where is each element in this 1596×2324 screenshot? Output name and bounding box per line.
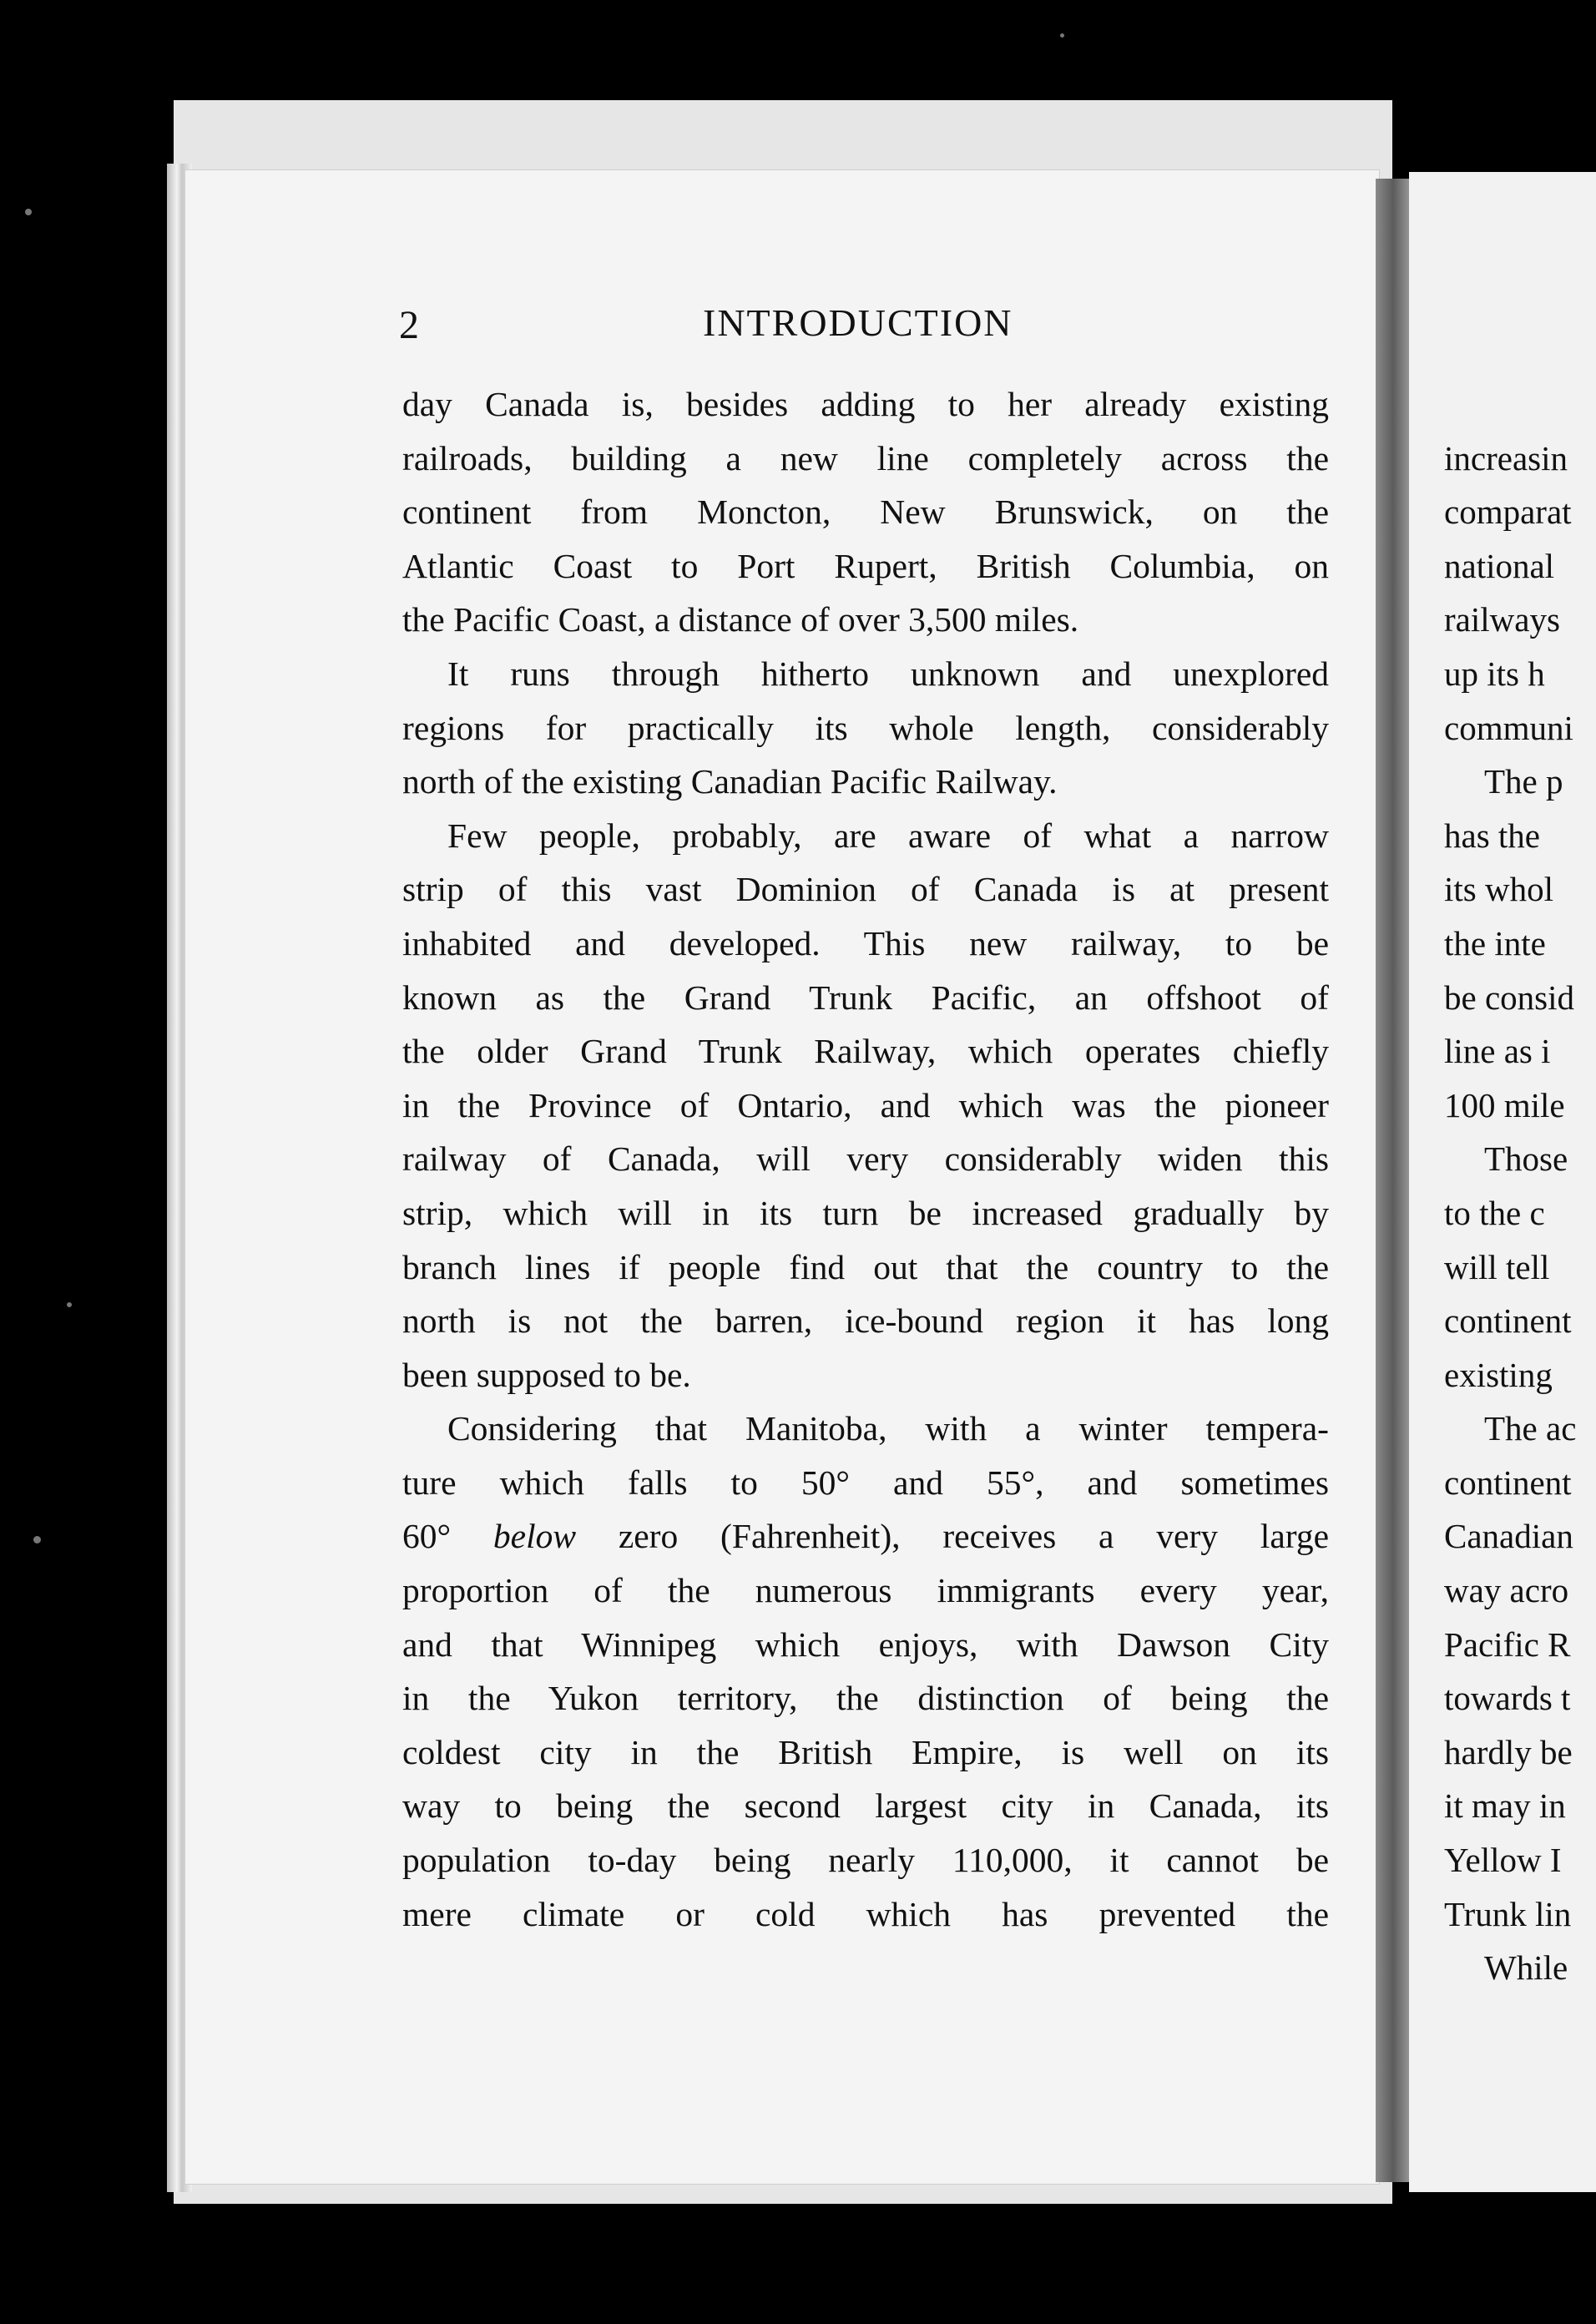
film-speck xyxy=(25,209,32,215)
text-line: railway of Canada, will very considerably widen this xyxy=(402,1139,1329,1179)
right-text-line: The p xyxy=(1484,762,1563,801)
text-line: in the Yukon territory, the distinction of being the xyxy=(402,1679,1329,1718)
text-line: Considering that Manitoba, with a winter tempera- xyxy=(447,1409,1329,1448)
right-text-line: up its h xyxy=(1444,654,1545,693)
text-line: the older Grand Trunk Railway, which operates chiefly xyxy=(402,1032,1329,1071)
text-line: branch lines if people find out that the country to the xyxy=(402,1247,1329,1286)
text-line: way to being the second largest city in Canada, its xyxy=(402,1786,1329,1826)
right-text-line: communi xyxy=(1444,708,1573,747)
right-text-line: railways xyxy=(1444,600,1560,639)
right-text-line: Trunk lin xyxy=(1444,1894,1572,1933)
right-page-body-text xyxy=(1444,377,1596,1995)
right-text-line: continent xyxy=(1444,1301,1572,1341)
right-text-line: has the xyxy=(1444,816,1540,855)
text-line: strip, which will in its turn be increased gradually by xyxy=(402,1193,1329,1232)
right-text-line: it may in xyxy=(1444,1786,1566,1826)
text-line: strip of this vast Dominion of Canada is at present xyxy=(402,870,1329,909)
text-line: proportion of the numerous immigrants every year, xyxy=(402,1571,1329,1610)
right-text-line: way acro xyxy=(1444,1571,1569,1610)
right-text-line: towards t xyxy=(1444,1679,1571,1718)
text-line: mere climate or cold which has prevented the xyxy=(402,1894,1329,1933)
film-speck xyxy=(33,1536,41,1543)
text-line: the Pacific Coast, a distance of over 3,500 miles. xyxy=(402,600,1079,639)
film-speck xyxy=(1060,33,1064,38)
text-line: It runs through hitherto unknown and unexplored xyxy=(447,654,1329,693)
text-line: been supposed to be. xyxy=(402,1355,691,1394)
text-line: inhabited and developed. This new railway, to be xyxy=(402,923,1329,962)
right-text-line: Canadian xyxy=(1444,1517,1573,1556)
right-text-line: the inte xyxy=(1444,923,1546,962)
text-line: known as the Grand Trunk Pacific, an offshoot of xyxy=(402,978,1329,1017)
italic-word: below xyxy=(492,1517,577,1556)
right-text-line: increasin xyxy=(1444,438,1568,477)
right-text-line: its whol xyxy=(1444,870,1553,909)
text-line: ture which falls to 50° and 55°, and sometimes xyxy=(402,1463,1329,1502)
page-number: 2 xyxy=(399,303,420,347)
right-text-line: Pacific R xyxy=(1444,1624,1571,1664)
right-text-line: line as i xyxy=(1444,1032,1551,1071)
text-line: Few people, probably, are aware of what a narrow xyxy=(447,816,1329,855)
right-text-line: be consid xyxy=(1444,978,1574,1017)
right-text-line: will tell xyxy=(1444,1247,1550,1286)
right-text-line: Yellow I xyxy=(1444,1841,1562,1880)
right-text-line xyxy=(1444,377,1596,432)
right-text-line: 100 mile xyxy=(1444,1085,1565,1124)
right-text-line: While xyxy=(1484,1948,1568,1988)
right-text-line: existing xyxy=(1444,1355,1553,1394)
right-text-line: comparat xyxy=(1444,493,1572,532)
book-gutter xyxy=(1376,179,1411,2182)
film-speck xyxy=(67,1302,72,1307)
right-text-line: hardly be xyxy=(1444,1732,1573,1771)
text-line: north is not the barren, ice-bound region it has long xyxy=(402,1301,1329,1341)
text-line: coldest city in the British Empire, is well on its xyxy=(402,1732,1329,1771)
text-line: population to-day being nearly 110,000, it cannot be xyxy=(402,1841,1329,1880)
text-line: continent from Moncton, New Brunswick, on the xyxy=(402,493,1329,532)
right-text-line: national xyxy=(1444,546,1555,585)
text-line: in the Province of Ontario, and which was the pioneer xyxy=(402,1085,1329,1124)
text-line: day Canada is, besides adding to her already existing xyxy=(402,385,1329,423)
text-line: regions for practically its whole length, considerably xyxy=(402,708,1329,747)
left-page-body-text xyxy=(402,377,1329,1941)
text-fragment: 60° xyxy=(402,1517,493,1556)
text-line: railroads, building a new line completely across the xyxy=(402,438,1329,477)
right-text-line: Those xyxy=(1484,1139,1568,1179)
right-text-line: to the c xyxy=(1444,1193,1545,1232)
text-line: north of the existing Canadian Pacific Railway. xyxy=(402,762,1058,801)
text-fragment: zero (Fahrenheit), receives a very large xyxy=(576,1517,1329,1556)
text-line: and that Winnipeg which enjoys, with Dawson City xyxy=(402,1624,1329,1664)
text-line xyxy=(402,1509,1329,1564)
right-text-line: The ac xyxy=(1484,1409,1577,1448)
running-head: INTRODUCTION xyxy=(703,301,1013,344)
text-line: Atlantic Coast to Port Rupert, British Columbia, on xyxy=(402,546,1329,585)
right-text-line: continent xyxy=(1444,1463,1572,1502)
